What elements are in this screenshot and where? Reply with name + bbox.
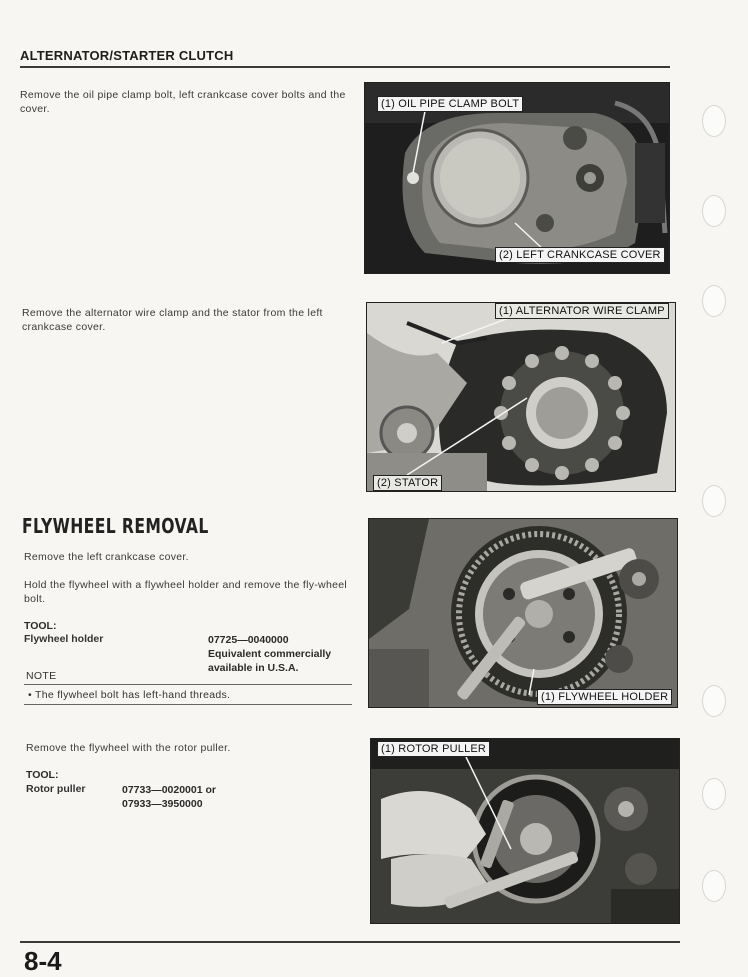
binder-hole: [702, 105, 726, 137]
binder-hole: [702, 195, 726, 227]
photo-left-crankcase-cover: [364, 82, 670, 274]
step-text-remove-cover: Remove the oil pipe clamp bolt, left crankcase cover bolts and the cover.: [20, 89, 346, 115]
tool-label: TOOL:: [24, 620, 57, 632]
note-rule-bottom: [24, 704, 352, 705]
callout-oil-pipe-clamp-bolt: (1) OIL PIPE CLAMP BOLT: [377, 96, 523, 112]
header-rule: [20, 66, 670, 68]
section-header: ALTERNATOR/STARTER CLUTCH: [20, 48, 234, 63]
tool-number-rotor-puller-2: 07933—3950000: [122, 798, 203, 810]
callout-stator: (2) STATOR: [373, 475, 442, 491]
note-text-left-hand-threads: • The flywheel bolt has left-hand threads.: [28, 689, 231, 701]
tool-alt-line-2: available in U.S.A.: [208, 662, 299, 674]
photo-flywheel-holder: [368, 518, 678, 708]
tool-name-flywheel-holder: Flywheel holder: [24, 633, 104, 645]
step-text-hold-flywheel: Hold the flywheel with a flywheel holder and remove the fly-wheel bolt.: [24, 579, 347, 605]
photo-rotor-puller: [370, 738, 680, 924]
footer-rule: [20, 941, 680, 943]
note-label: NOTE: [26, 670, 57, 682]
callout-alternator-wire-clamp: (1) ALTERNATOR WIRE CLAMP: [495, 303, 669, 319]
binder-hole: [702, 285, 726, 317]
step-text-remove-stator: Remove the alternator wire clamp and the stator from the left crankcase cover.: [22, 307, 323, 333]
step-text-remove-flywheel: Remove the flywheel with the rotor puller.: [26, 742, 231, 754]
step-text-remove-left-cover: Remove the left crankcase cover.: [24, 551, 189, 563]
photo-alternator-stator: [366, 302, 676, 492]
note-rule-top: [24, 684, 352, 685]
tool-name-rotor-puller: Rotor puller: [26, 783, 86, 795]
binder-hole: [702, 485, 726, 517]
section-title-flywheel-removal: FLYWHEEL REMOVAL: [22, 514, 209, 538]
binder-hole: [702, 778, 726, 810]
callout-flywheel-holder: (1) FLYWHEEL HOLDER: [537, 689, 672, 705]
binder-hole: [702, 685, 726, 717]
callout-left-crankcase-cover: (2) LEFT CRANKCASE COVER: [495, 247, 665, 263]
tool2-label: TOOL:: [26, 769, 59, 781]
tool-number-rotor-puller-1: 07733—0020001 or: [122, 784, 216, 796]
tool-alt-line-1: Equivalent commercially: [208, 648, 332, 660]
page-number: 8-4: [24, 946, 62, 976]
tool-number-flywheel-holder: 07725—0040000: [208, 634, 289, 646]
callout-rotor-puller: (1) ROTOR PULLER: [377, 741, 490, 757]
binder-hole: [702, 870, 726, 902]
